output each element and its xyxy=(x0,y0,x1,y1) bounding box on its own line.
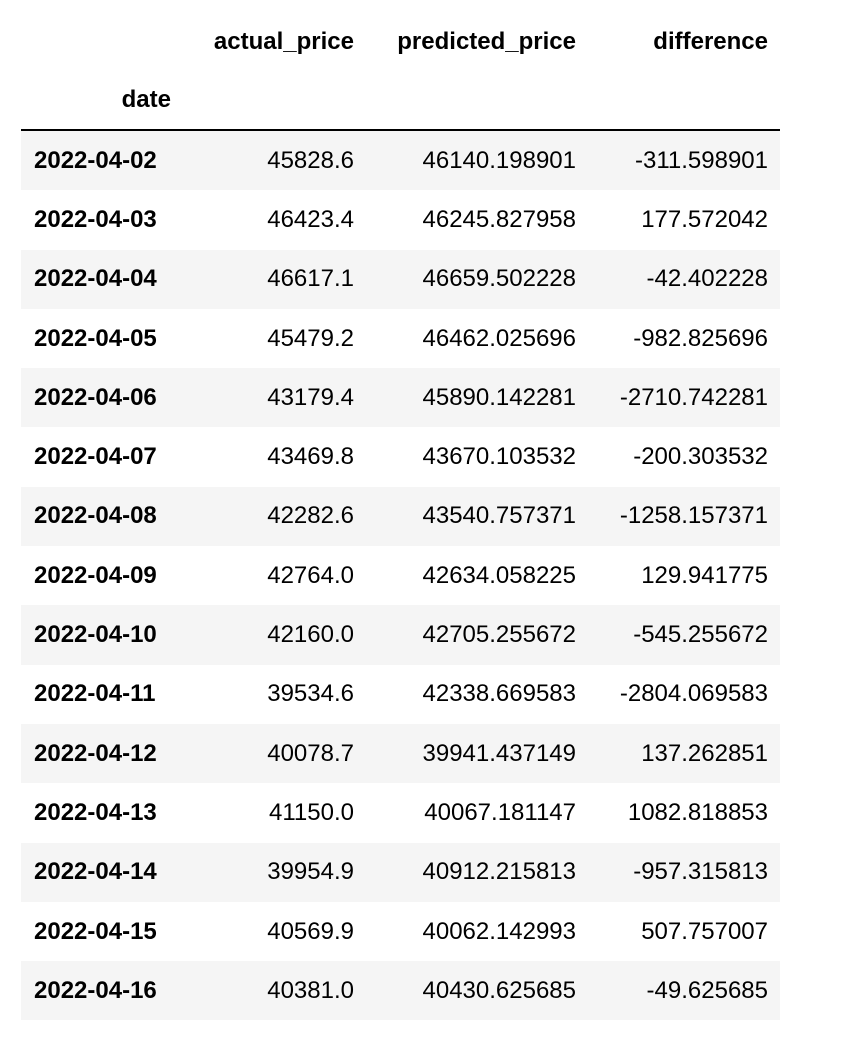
table-body xyxy=(21,130,780,1020)
cell-difference: 137.262851 xyxy=(641,739,768,767)
cell-actual-price: 39954.9 xyxy=(267,858,354,886)
cell-predicted-price: 42634.058225 xyxy=(422,561,576,589)
table-row xyxy=(21,427,780,486)
row-index-date: 2022-04-08 xyxy=(34,502,157,530)
row-index-date: 2022-04-05 xyxy=(34,324,157,352)
row-index-date: 2022-04-14 xyxy=(34,858,157,886)
header-blank-cell xyxy=(21,12,183,71)
row-index-date: 2022-04-07 xyxy=(34,443,157,471)
table-row xyxy=(21,250,780,309)
column-header-actual-price: actual_price xyxy=(183,12,366,71)
row-index-date: 2022-04-04 xyxy=(34,265,157,293)
index-header-row xyxy=(21,71,780,130)
cell-difference: 177.572042 xyxy=(641,205,768,233)
cell-difference: -311.598901 xyxy=(634,146,768,174)
table-row xyxy=(21,605,780,664)
table-row xyxy=(21,665,780,724)
cell-difference: -1258.157371 xyxy=(619,502,768,530)
cell-predicted-price: 40062.142993 xyxy=(422,917,576,945)
table-row xyxy=(21,190,780,249)
cell-actual-price: 40381.0 xyxy=(267,976,354,1004)
cell-difference: 129.941775 xyxy=(641,561,768,589)
cell-predicted-price: 46245.827958 xyxy=(422,205,576,233)
cell-actual-price: 41150.0 xyxy=(269,798,354,826)
cell-predicted-price: 46462.025696 xyxy=(422,324,576,352)
column-header-row xyxy=(21,12,780,71)
column-header-difference: difference xyxy=(588,12,780,71)
cell-difference: -957.315813 xyxy=(633,858,768,886)
table-row xyxy=(21,487,780,546)
table-row xyxy=(21,961,780,1020)
cell-predicted-price: 40430.625685 xyxy=(422,976,576,1004)
table-row xyxy=(21,783,780,842)
header-blank-cell xyxy=(366,71,588,130)
header-blank-cell xyxy=(183,71,366,130)
cell-predicted-price: 39941.437149 xyxy=(422,739,576,767)
cell-difference: -2710.742281 xyxy=(619,383,768,411)
row-index-date: 2022-04-06 xyxy=(34,383,157,411)
header-blank-cell xyxy=(588,71,780,130)
table-row xyxy=(21,902,780,961)
table-row xyxy=(21,843,780,902)
cell-actual-price: 42764.0 xyxy=(267,561,354,589)
table-row xyxy=(21,368,780,427)
cell-actual-price: 43179.4 xyxy=(267,383,354,411)
row-index-date: 2022-04-09 xyxy=(34,561,157,589)
dataframe-table xyxy=(21,12,780,1020)
cell-difference: -200.303532 xyxy=(633,443,768,471)
cell-actual-price: 40569.9 xyxy=(267,917,354,945)
cell-predicted-price: 46140.198901 xyxy=(422,146,576,174)
row-index-date: 2022-04-12 xyxy=(34,739,157,767)
row-index-date: 2022-04-10 xyxy=(34,621,157,649)
cell-predicted-price: 43540.757371 xyxy=(422,502,576,530)
cell-actual-price: 40078.7 xyxy=(267,739,354,767)
cell-difference: -49.625685 xyxy=(646,976,768,1004)
cell-actual-price: 46617.1 xyxy=(267,265,354,293)
cell-difference: -42.402228 xyxy=(646,265,768,293)
table-row xyxy=(21,130,780,190)
table-row xyxy=(21,724,780,783)
cell-difference: -982.825696 xyxy=(633,324,768,352)
cell-difference: 1082.818853 xyxy=(627,798,768,826)
table-row xyxy=(21,546,780,605)
cell-predicted-price: 46659.502228 xyxy=(422,265,576,293)
row-index-date: 2022-04-15 xyxy=(34,917,157,945)
cell-actual-price: 42160.0 xyxy=(267,621,354,649)
cell-predicted-price: 45890.142281 xyxy=(422,383,576,411)
cell-predicted-price: 43670.103532 xyxy=(422,443,576,471)
table-header xyxy=(21,12,780,130)
cell-actual-price: 45828.6 xyxy=(267,146,354,174)
cell-actual-price: 39534.6 xyxy=(267,680,354,708)
cell-actual-price: 45479.2 xyxy=(267,324,354,352)
cell-predicted-price: 42705.255672 xyxy=(422,621,576,649)
index-header-date: date xyxy=(21,71,183,130)
row-index-date: 2022-04-03 xyxy=(34,205,157,233)
table-row xyxy=(21,309,780,368)
column-header-predicted-price: predicted_price xyxy=(366,12,588,71)
cell-actual-price: 42282.6 xyxy=(267,502,354,530)
dataframe-output xyxy=(21,12,781,1020)
cell-actual-price: 46423.4 xyxy=(267,205,354,233)
row-index-date: 2022-04-11 xyxy=(34,680,156,708)
cell-difference: 507.757007 xyxy=(641,917,768,945)
cell-predicted-price: 40912.215813 xyxy=(422,858,576,886)
row-index-date: 2022-04-13 xyxy=(34,798,157,826)
cell-difference: -545.255672 xyxy=(633,621,768,649)
cell-predicted-price: 42338.669583 xyxy=(422,680,576,708)
row-index-date: 2022-04-02 xyxy=(34,146,157,174)
cell-actual-price: 43469.8 xyxy=(267,443,354,471)
cell-predicted-price: 40067.181147 xyxy=(424,798,576,826)
row-index-date: 2022-04-16 xyxy=(34,976,157,1004)
cell-difference: -2804.069583 xyxy=(619,680,768,708)
